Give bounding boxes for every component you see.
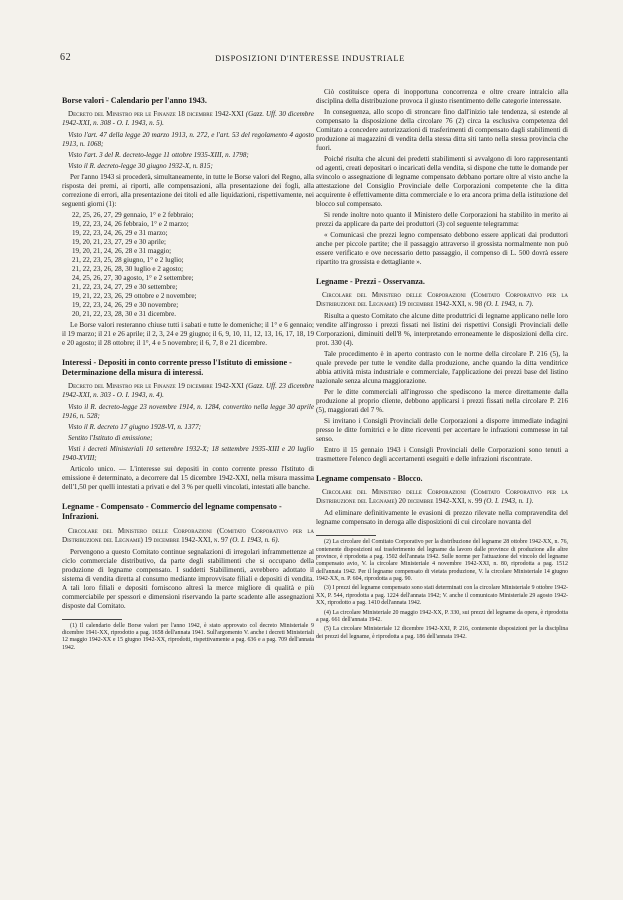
date-line: 21, 22, 23, 24, 27, 29 e 30 settembre; — [72, 283, 178, 292]
date-line: 20, 21, 22, 23, 28, 30 e 31 dicembre. — [72, 310, 177, 319]
section-title-legname-compensato: Legname - Compensato - Commercio del legname compensato - Infrazioni. — [62, 502, 282, 522]
visto-line: Visti i decreti Ministeriali 10 settembre 1932-X; 18 settembre 1935-XIII e 20 luglio 1940-XVIII; — [62, 445, 314, 463]
section-title-interessi: Interessi - Depositi in conto corrente presso l'Istituto di emissione - Determinazione della misura di interessi. — [62, 358, 292, 378]
page-number: 62 — [60, 52, 72, 63]
decree-source: (Gazz. Uff. 30 dicembre 1942-XXI, n. 308 - O. I. 1943, n. 5). — [62, 110, 315, 128]
left-column — [62, 96, 314, 654]
date-line: 21, 22, 23, 26, 28, 30 luglio e 2 agosto; — [72, 265, 184, 274]
decree-heading — [62, 110, 314, 128]
paragraph: In conseguenza, allo scopo di stroncare fino dall'inizio tale tendenza, si estende al compensato la disposizione della circolare 76 (2) circa la esclusiva competenza del Comitato a concedere autorizzazioni di trasferimenti di compensato dagli stabilimenti di produzione ai magazzini di vendita della stessa ditta siti tanto nella stessa provincia che fuori. — [316, 108, 568, 152]
footnote: (5) La circolare Ministeriale 12 dicembre 1942-XXI, P. 216, contenente disposizioni per la disciplina dei prezzi del legname, è riprodotta a pag. 186 dell'annata 1942. — [316, 626, 568, 640]
decree-source: (Gazz. Uff. 23 dicembre 1942-XXI, n. 303 - O. I. 1943, n. 4). — [62, 382, 315, 400]
paragraph: Poiché risulta che alcuni dei predetti stabilimenti si avvalgono di loro rappresentanti od agenti, creati depositari o incaricati della vendita, si dispone che tutte le domande per svincolo o assegnazione di legname compensato debbano portare oltre al visto anche la attestazione del Consiglio Provinciale delle Corporazioni competente che la ditta acquirente è effettivamente ditta commerciale e lo era ancora prima della istituzione del blocco sul compensato. — [316, 155, 568, 208]
paragraph: Si invitano i Consigli Provinciali delle Corporazioni a disporre immediate indagini presso le ditte fornitrici e le ditte riceventi per accertare le infrazioni commesse in tal senso. — [316, 417, 568, 444]
date-line: 19, 20, 21, 23, 27, 29 e 30 aprile; — [72, 238, 166, 247]
visto-line: Sentito l'Istituto di emissione; — [68, 434, 153, 443]
visto-line: Visto il R. decreto-legge 30 giugno 1932-X, n. 815; — [68, 162, 213, 171]
running-title: DISPOSIZIONI D'INTERESSE INDUSTRIALE — [215, 53, 405, 63]
date-line: 19, 21, 22, 23, 26, 29 ottobre e 2 novembre; — [72, 292, 197, 301]
paragraph: Per l'anno 1943 si procederà, simultaneamente, in tutte le Borse valori del Regno, alla risposta dei premi, ai riporti, alle compensazioni, alla presentazione dei fogli, alla correzione di errori, alla presentazione dei titoli ed alle liquidazioni, rispettivamente, nei seguenti giorni (1): — [62, 173, 314, 209]
section-title-legname-prezzi: Legname - Prezzi - Osservanza. — [316, 277, 425, 286]
date-list — [72, 211, 314, 319]
paragraph: Per le ditte commerciali all'ingrosso che spediscono la merce direttamente dalla produzione al proprio cliente, debbono applicarsi i prezzi fissati nella circolare P. 216 (5), maggiorati del 7 %. — [316, 388, 568, 415]
decree-authority: Circolare del Ministero delle Corporazioni (Comitato Corporativo per la Distribuzione del Legname) 20 dicembre 1942-XXI, n. 99 — [316, 488, 568, 506]
paragraph: Risulta a questo Comitato che alcune ditte produttrici di legname applicano nelle loro vendite all'ingrosso i prezzi fissati nei listini dei rispettivi Consigli Provinciali delle Corporazioni, diminuiti dell'8 %, interpretando erroneamente le disposizioni della circ. prot. 330 (4). — [316, 312, 568, 348]
paragraph: Ciò costituisce opera di inopportuna concorrenza e oltre creare intralcio alla disciplina della distribuzione provoca il giusto risentimento delle categorie interessate. — [316, 88, 568, 105]
date-line: 19, 22, 23, 24, 26 febbraio, 1° e 2 marzo; — [72, 220, 189, 229]
footnote: (2) La circolare del Comitato Corporativo per la distribuzione del legname 28 ottobre 1942-XX, n. 76, contenente disposizioni sul trasferimento del legname da lavoro dalle province di produzione alle altre province, è riprodotta a pag. 1502 dell'annata 1942. Sulle norme per l'attuazione del vincolo del legname compensato avio, V. la circolare Ministeriale 4 novembre 1942-XXI, n. 80, riprodotta a pag. 1512 dell'annata 1942. Per il legname compensato di vietata produzione, V. la circolare Ministeriale 14 giugno 1942-XX, n. P. 604, riprodotta a pag. 90. — [316, 539, 568, 583]
footnote: (1) Il calendario delle Borse valori per l'anno 1942, è stato approvato col decreto Ministeriale 9 dicembre 1941-XX, riprodotto a pag. 1658 dell'annata 1941. Sull'argomento V. anche i decreti Ministeriali 12 maggio 1942-XX e 15 giugno 1942-XX, riprodotti, rispettivamente a pag. 636 e a pag. 709 dell'annata 1942. — [62, 622, 314, 651]
decree-authority: Circolare del Ministero delle Corporazioni (Comitato Corporativo per la Distribuzione del Legname) 19 dicembre 1942-XXI, n. 97 — [62, 526, 314, 544]
visto-line: Visto il R. decreto-legge 23 novembre 1914, n. 1284, convertito nella legge 30 aprile 1916, n. 528; — [62, 403, 314, 421]
footnote: (3) I prezzi del legname compensato sono stati determinati con la circolare Ministeriale 9 ottobre 1942-XX, P. 544, riprodotta a pag. 1224 dell'annata 1942; V. anche il comunicato Ministeriale 29 agosto 1942-XX, riprodotto a pag. 1410 dell'annata 1942. — [316, 585, 568, 607]
footnote-rule — [62, 619, 122, 620]
decree-authority: Circolare del Ministero delle Corporazioni (Comitato Corporativo per la Distribuzione del Legname) 19 dicembre 1942-XXI, n. 98 — [316, 291, 568, 309]
date-line: 22, 25, 26, 27, 29 gennaio, 1° e 2 febbraio; — [72, 211, 194, 220]
paragraph: Articolo unico. — L'interesse sui depositi in conto corrente presso l'Istituto di emissione è determinato, a decorrere dal 15 dicembre 1942-XXI, nella misura massima dell'1,50 per quelli intestati a privati e del 3 % per quelli vincolati, intestati alle banche. — [62, 465, 314, 492]
running-header — [56, 52, 564, 66]
visto-line: Visto l'art. 3 del R. decreto-legge 11 ottobre 1935-XIII, n. 1798; — [68, 151, 249, 160]
visto-line: Visto il R. decreto 17 giugno 1928-VI, n. 1377; — [68, 423, 201, 432]
paragraph: Pervengono a questo Comitato continue segnalazioni di irregolari inframmettenze al ciclo commerciale distributivo, da parte degli stabilimenti che si occupano della produzione di legname compensato. I suddetti Stabilimenti, avrebbero adottato il sistema di vendita diretta al consumo mediante improvvisate filiali e depositi di vendita. A tali loro filiali e depositi forniscono altresì la merce migliore di qualità e più commerciabile per spessori e dimensioni riservando la parte scadente alle assegnazioni disposte dal Comitato. — [62, 547, 314, 610]
decree-heading — [62, 527, 314, 545]
decree-source: (O. I. 1943, n. 6). — [229, 535, 280, 544]
date-line: 19, 20, 21, 24, 26, 28 e 31 maggio; — [72, 247, 172, 256]
paragraph: Entro il 15 gennaio 1943 i Consigli Provinciali delle Corporazioni sono tenuti a trasmettere l'elenco degli accertamenti eseguiti e delle infrazioni riscontrate. — [316, 446, 568, 464]
paragraph: Si rende inoltre noto quanto il Ministero delle Corporazioni ha stabilito in merito ai prezzi da applicare da parte dei produttori (3) col seguente telegramma: — [316, 211, 568, 228]
date-line: 19, 22, 23, 24, 26, 29 e 30 novembre; — [72, 301, 179, 310]
footnote-rule — [316, 535, 376, 536]
paragraph: « Comunicasi che prezzi legno compensato debbono essere applicati dai produttori anche per piccole partite; che il passaggio attraverso il grossista normalmente non può essere verificato e ove necessario detto passaggio, il compenso di L. 500 dovrà essere ripartito tra grossista e dettagliante ». — [316, 231, 568, 266]
footnote: (4) La circolare Ministeriale 20 maggio 1942-XX, P. 330, sui prezzi del legname da opera, è riprodotta a pag. 661 dell'annata 1942. — [316, 609, 568, 623]
decree-authority: Decreto del Ministro per le Finanze 19 dicembre 1942-XXI — [68, 382, 244, 391]
right-column — [316, 88, 568, 643]
decree-source: (O. I. 1943, n. 1). — [483, 497, 534, 506]
decree-source: (O. I. 1943, n. 7). — [483, 300, 534, 309]
date-line: 19, 22, 23, 24, 26, 29 e 31 marzo; — [72, 229, 168, 238]
decree-heading — [316, 291, 568, 309]
decree-heading — [62, 382, 314, 400]
paragraph: Tale procedimento è in aperto contrasto con le norme della circolare P. 216 (5), la quale prevede per tutte le vendite dalla produzione, anche quando la ditta venditrice abbia attività mista industriale e commerciale, l'applicazione dei prezzi base del listino nazionale senza alcuna maggiorazione. — [316, 350, 568, 386]
section-title-legname-blocco: Legname compensato - Blocco. — [316, 474, 423, 484]
section-title-borse: Borse valori - Calendario per l'anno 1943. — [62, 96, 207, 105]
paragraph: Le Borse valori resteranno chiuse tutti i sabati e tutte le domeniche; il 1° e 6 gennaio; il 19 marzo; il 21 e 26 aprile; il 2, 3, 24 e 29 giugno; il 6, 9, 10, 11, 12, 13, 16, 17, 18, 19 e 20 agosto; il 28 ottobre; il 1°, 4 e 5 novembre; il 6, 7, 8 e 21 dicembre. — [62, 321, 314, 348]
visto-line: Visto l'art. 47 della legge 20 marzo 1913, n. 272, e l'art. 53 del regolamento 4 agosto 1913, n. 1068; — [62, 131, 314, 149]
date-line: 24, 25, 26, 27, 30 agosto, 1° e 2 settembre; — [72, 274, 194, 283]
date-line: 21, 22, 23, 25, 28 giugno, 1° e 2 luglio; — [72, 256, 184, 265]
paragraph: Ad eliminare definitivamente le evasioni di prezzo rilevate nella compravendita del legname compensato in deroga alle disposizioni di cui circolare novanta del — [316, 509, 568, 527]
decree-heading — [316, 488, 568, 506]
decree-authority: Decreto del Ministro per le Finanze 18 dicembre 1942-XXI — [68, 110, 244, 119]
